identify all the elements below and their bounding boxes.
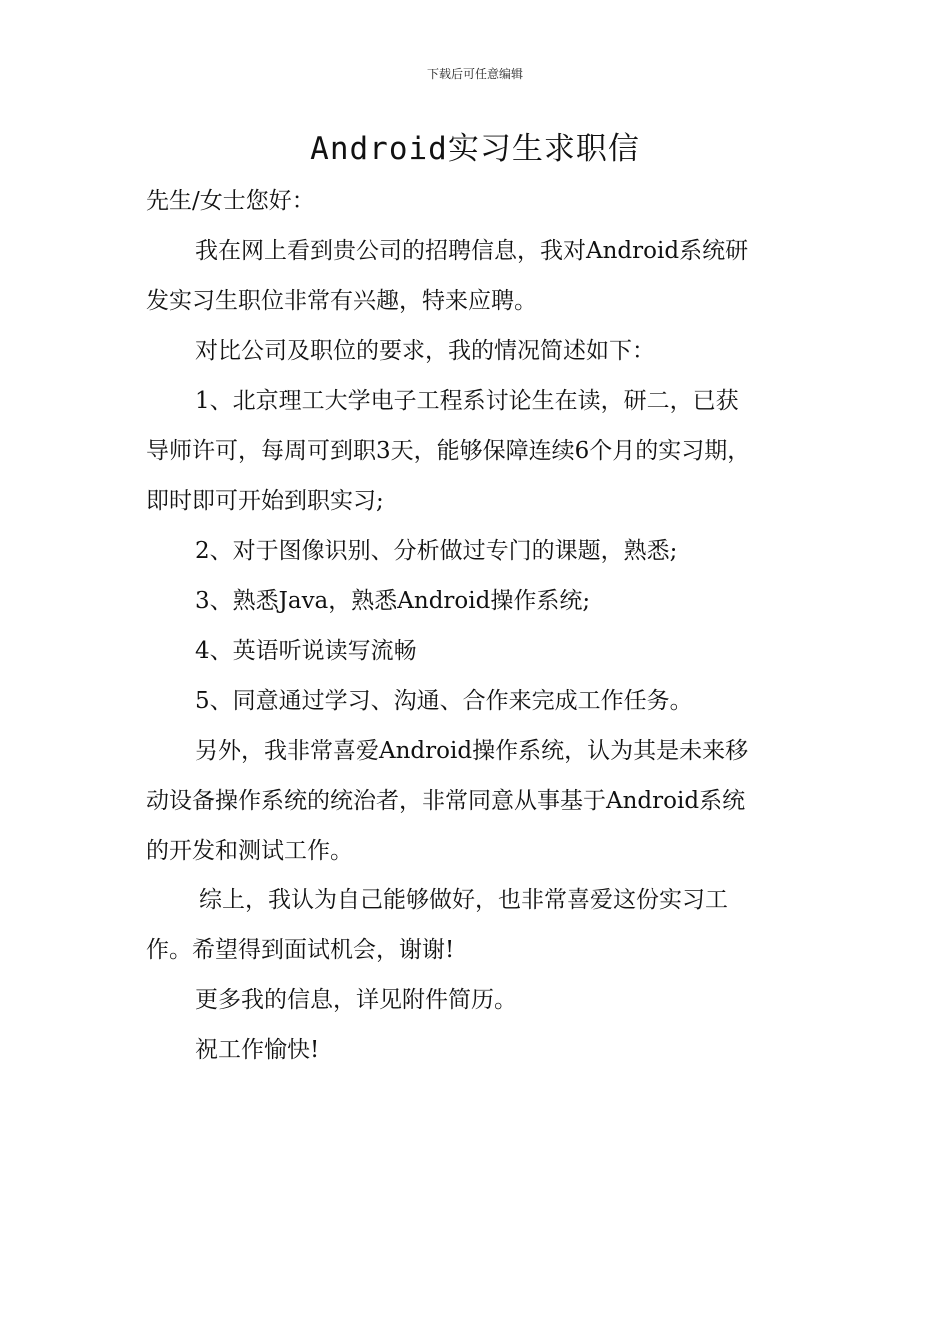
- list-item-1-line-2: 导师许可，每周可到职3天，能够保障连续6个月的实习期，: [146, 438, 751, 464]
- paragraph-summary-line-1: 综上，我认为自己能够做好，也非常喜爱这份实习工: [199, 887, 728, 913]
- paragraph-android-line-1: 另外，我非常喜爱Android操作系统，认为其是未来移: [195, 738, 749, 764]
- paragraph-summary-line-2: 作。希望得到面试机会，谢谢!: [146, 937, 455, 963]
- paragraph-android-line-3: 的开发和测试工作。: [146, 838, 353, 864]
- list-item-1-line-3: 即时即可开始到职实习;: [146, 488, 384, 514]
- closing-line: 祝工作愉快!: [195, 1037, 320, 1063]
- paragraph-attachment-line: 更多我的信息，详见附件简历。: [195, 987, 517, 1013]
- header-note: 下载后可任意编辑: [426, 67, 523, 81]
- list-item-3: 3、熟悉Java，熟悉Android操作系统;: [195, 588, 591, 614]
- paragraph-intro-line-2: 发实习生职位非常有兴趣，特来应聘。: [146, 288, 537, 314]
- document-title: Android实习生求职信: [310, 131, 640, 167]
- paragraph-requirements-line: 对比公司及职位的要求，我的情况简述如下：: [195, 338, 655, 364]
- list-item-1-line-1: 1、北京理工大学电子工程系讨论生在读，研二，已获: [195, 388, 739, 414]
- list-item-4: 4、英语听说读写流畅: [195, 638, 417, 664]
- list-item-5: 5、同意通过学习、沟通、合作来完成工作任务。: [195, 688, 693, 714]
- paragraph-intro-line-1: 我在网上看到贵公司的招聘信息，我对Android系统研: [195, 238, 749, 264]
- salutation: 先生/女士您好：: [146, 188, 315, 214]
- list-item-2: 2、对于图像识别、分析做过专门的课题，熟悉;: [195, 538, 678, 564]
- paragraph-android-line-2: 动设备操作系统的统治者，非常同意从事基于Android系统: [146, 788, 746, 814]
